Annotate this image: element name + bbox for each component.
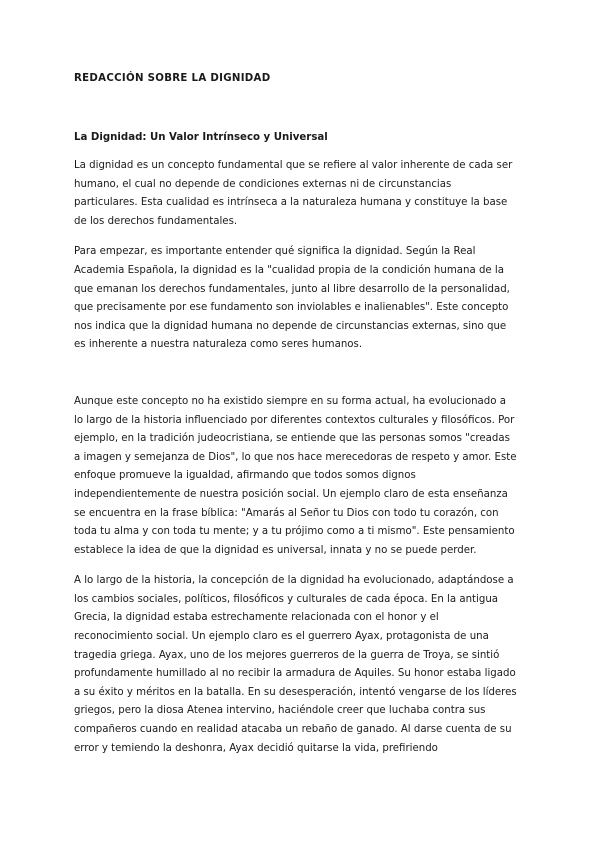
paragraph-definition: Para empezar, es importante entender qué significa la dignidad. Según la Real Academia Española, la dignidad es la "cualidad propia de la condición humana de la que emanan los derechos fundamentales, junto al libre desarrollo de la personalidad, que precisamente por ese fundamento son inviolables e inalienables". Este concepto nos indica que la dignidad humana no depende de circunstancias externas, sino que es inherente a nuestra naturaleza como seres humanos. (74, 246, 510, 351)
paragraph-history: Aunque este concepto no ha existido siempre en su forma actual, ha evolucionado a lo largo de la historia influenciado por diferentes contextos culturales y filosóficos. Por ejemplo, en la tradición judeocristiana, se entiende que las personas somos "creadas a imagen y semejanza de Dios", lo que nos hace merecedoras de respeto y amor. Este enfoque promueve la igualdad, afirmando que todos somos dignos independientemente de nuestra posición social. Un ejemplo claro de esta enseñanza se encuentra en la frase bíblica: "Amarás al Señor tu Dios con todo tu corazón, con toda tu alma y con toda tu mente; y a tu prójimo como a ti mismo". Este pensamiento establece la idea de que la dignidad es universal, innata y no se puede perder. (74, 395, 517, 556)
document-title: REDACCIÓN SOBRE LA DIGNIDAD (74, 73, 271, 84)
section-heading: La Dignidad: Un Valor Intrínseco y Universal (74, 132, 328, 143)
paragraph-intro: La dignidad es un concepto fundamental que se refiere al valor inherente de cada ser humano, el cual no depende de condiciones externas ni de circunstancias particulares. Esta cualidad es intrínseca a la naturaleza humana y constituye la base de los derechos fundamentales. (74, 160, 513, 227)
paragraph-evolution: A lo largo de la historia, la concepción de la dignidad ha evolucionado, adaptándose a los cambios sociales, políticos, filosóficos y culturales de cada época. En la antigua Grecia, la dignidad estaba estrechamente relacionada con el honor y el reconocimiento social. Un ejemplo claro es el guerrero Ayax, protagonista de una tragedia griega. Ayax, uno de los mejores guerreros de la guerra de Troya, se sintió profundamente humillado al no recibir la armadura de Aquiles. Su honor estaba ligado a su éxito y méritos en la batalla. En su desesperación, intentó vengarse de los líderes griegos, pero la diosa Atenea intervino, haciéndole creer que luchaba contra sus compañeros cuando en realidad atacaba un rebaño de ganado. Al darse cuenta de su error y temiendo la deshonra, Ayax decidió quitarse la vida, prefiriendo (74, 575, 517, 754)
